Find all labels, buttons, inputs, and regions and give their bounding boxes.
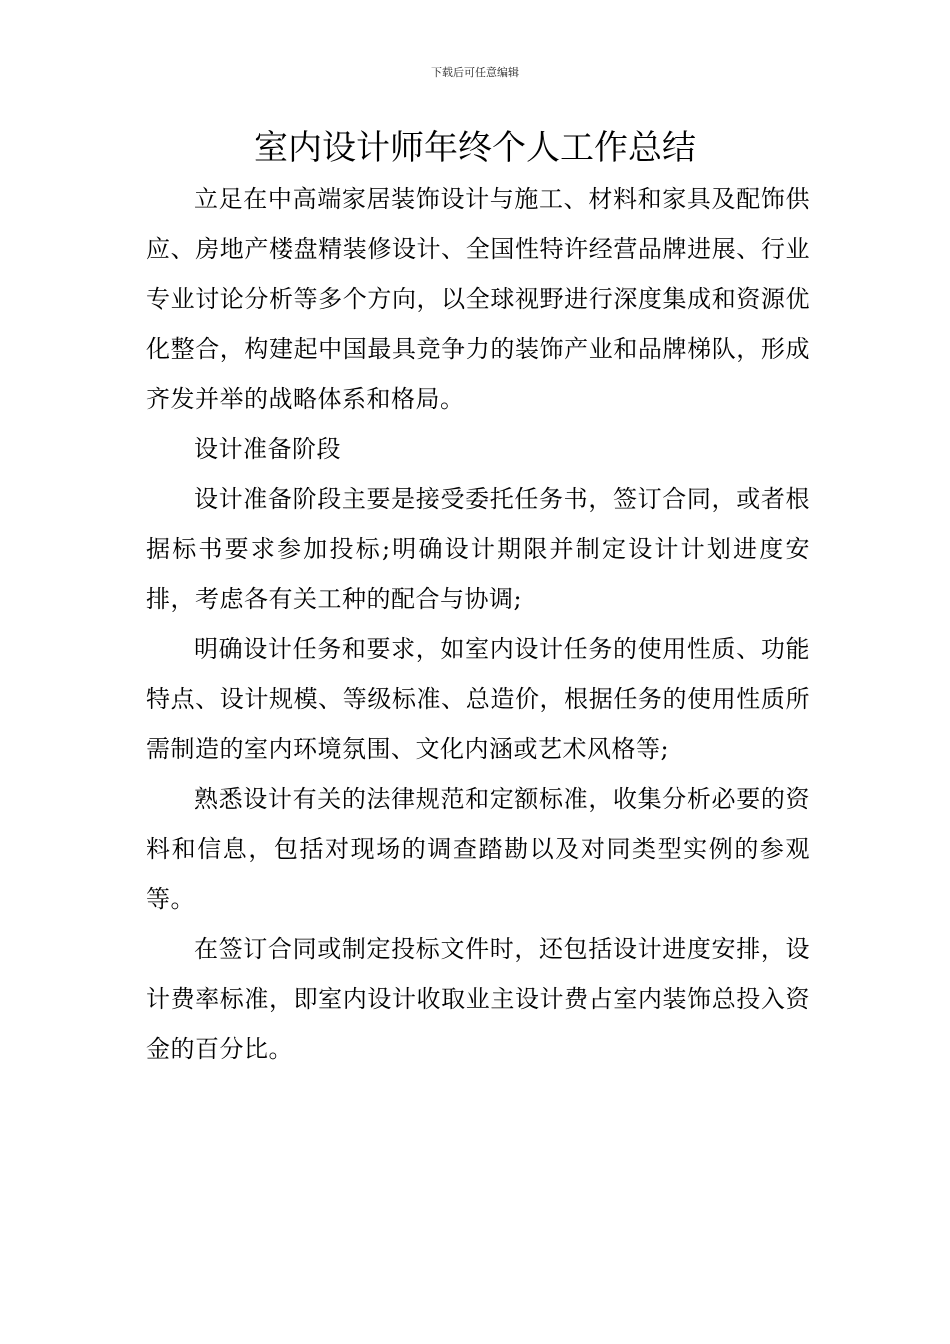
- document-body: [146, 174, 810, 1074]
- header-note: 下载后可任意编辑: [431, 66, 519, 79]
- paragraph-contract: 在签订合同或制定投标文件时，还包括设计进度安排，设计费率标准，即室内设计收取业主设计费占室内装饰总投入资金的百分比。: [146, 935, 810, 1063]
- paragraph-intro: 立足在中高端家居装饰设计与施工、材料和家具及配饰供应、房地产楼盘精装修设计、全国性特许经营品牌进展、行业专业讨论分析等多个方向，以全球视野进行深度集成和资源优化整合，构建起中国最具竞争力的装饰产业和品牌梯队，形成齐发并举的战略体系和格局。: [146, 185, 810, 413]
- paragraph-preparation: 设计准备阶段主要是接受委托任务书，签订合同，或者根据标书要求参加投标;明确设计期限并制定设计计划进度安排，考虑各有关工种的配合与协调;: [146, 485, 810, 613]
- paragraph-requirements: 明确设计任务和要求，如室内设计任务的使用性质、功能特点、设计规模、等级标准、总造价，根据任务的使用性质所需制造的室内环境氛围、文化内涵或艺术风格等;: [146, 635, 810, 763]
- paragraph-regulations: 熟悉设计有关的法律规范和定额标准，收集分析必要的资料和信息，包括对现场的调查踏勘以及对同类型实例的参观等。: [146, 785, 810, 913]
- section-heading: 设计准备阶段: [194, 435, 341, 463]
- page-title: 室内设计师年终个人工作总结: [254, 128, 696, 168]
